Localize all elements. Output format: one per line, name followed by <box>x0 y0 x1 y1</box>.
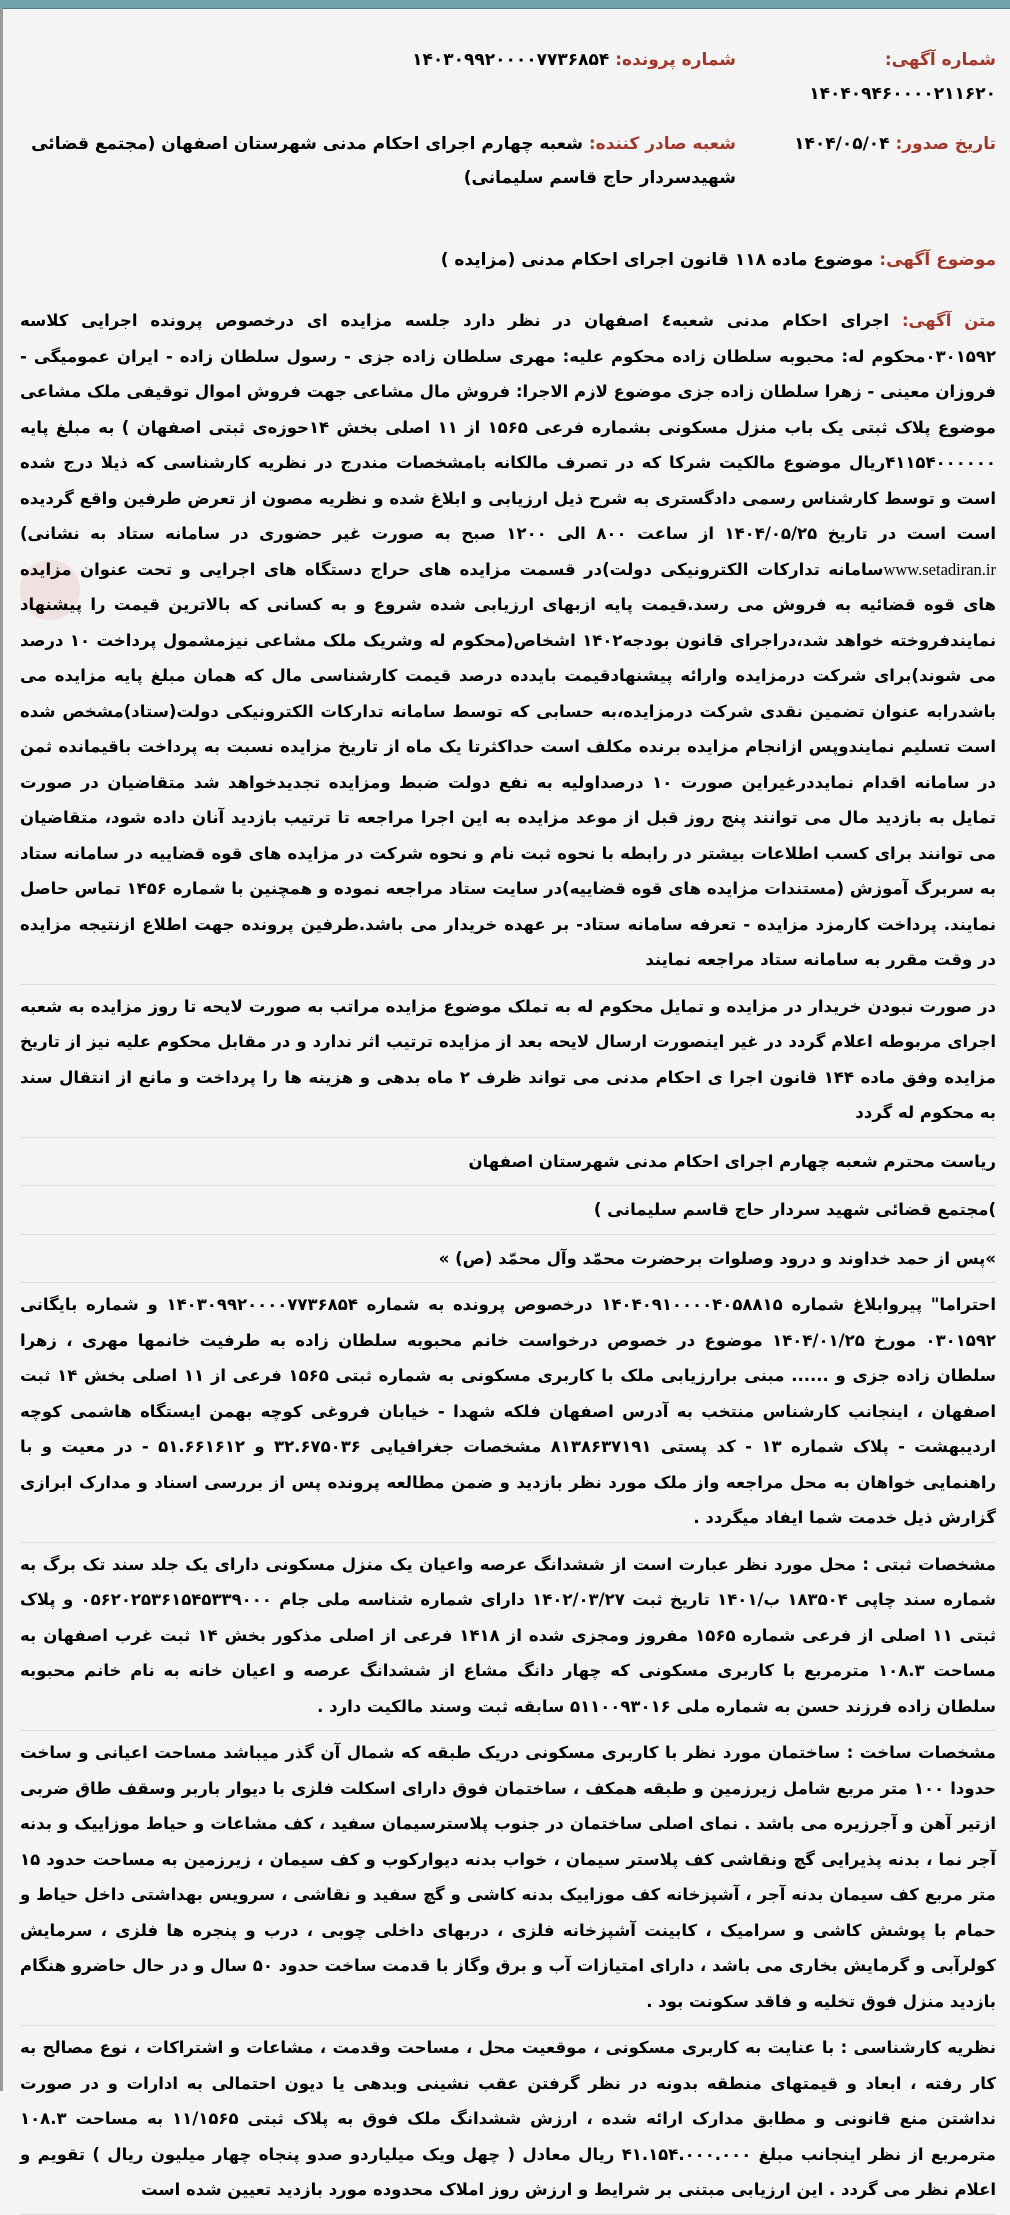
issuing-branch-value: شعبه چهارم اجرای احکام مدنی شهرستان اصفهان (مجتمع قضائی شهیدسردار حاج قاسم سلیمانی) <box>31 134 736 188</box>
addressee-line: ریاست محترم شعبه چهارم اجرای احکام مدنی شهرستان اصفهان <box>20 1138 996 1187</box>
setadiran-link[interactable]: www.setadiran.ir <box>883 559 996 579</box>
notice-number-label: شماره آگهی: <box>884 50 996 70</box>
body-text-part-1: اجرای احکام مدنی شعبه٤ اصفهان در نظر دارد جلسه مزایده ای درخصوص پرونده اجرایی کلاسه ۰۳۰۱۵۹۲محکوم له: محبوبه سلطان زاده محکوم علیه: مهری سلطان زاده جزی - رسول سلطان زاده - ایران عمومیگی - فروزان معینی - زهرا سلطان زاده جزی موضوع لازم الاجرا: فروش مال مشاعی جهت فروش اموال توقیفی ملک مشاعی موضوع پلاک ثبتی یک باب منزل مسکونی بشماره فرعی ۱۵۶۵ از ۱۱ اصلی بخش ۱۴حوزه‌ی ثبتی اصفهان ) به مبلغ پایه ۴۱۱۵۴۰۰۰۰۰۰ریال موضوع مالکیت شرکا که در تصرف مالکانه بامشخصات مندرج در نظریه کارشناسی که ذیلا درج شده است و توسط کارشناس رسمی دادگستری به شرح ذیل ارزیابی و ابلاغ شده و نظریه مصون از تعرض طرفین واقع گردیده است است در تاریخ ۱۴۰۴/۰۵/۲۵ از ساعت ۸۰۰ الی ۱۲۰۰ صبح به صورت غیر حضوری در سامانه ستاد به نشانی) <box>20 311 996 543</box>
body-label: متن آگهی: <box>901 311 997 330</box>
subject-value: موضوع ماده ۱۱۸ قانون اجرای احکام مدنی (مزایده ) <box>440 250 874 270</box>
case-number-field <box>20 43 736 111</box>
issue-date-field <box>736 127 996 195</box>
subject-field <box>20 243 996 277</box>
header-row-2 <box>20 127 996 195</box>
issuing-branch-field <box>20 127 736 195</box>
issue-date-value: ۱۴۰۴/۰۵/۰۴ <box>794 134 890 154</box>
notice-body-paragraph <box>20 299 996 985</box>
expert-opinion-paragraph: نظریه کارشناسی : با عنایت به کاربری مسکونی ، موقعیت محل ، مساحت وقدمت ، مشاعات و اشتراکات ، نوع مصالح به کار رفته ، ابعاد و قیمتهای منطقه بدونه در نظر گرفتن عقب نشینی وبدهی یا دیون احتمالی به ادارات و در صورت نداشتن منع قانونی و مطابق مدارک ارائه شده ، ارزش ششدانگ ملک فوق به پلاک ثبتی ۱۱/۱۵۶۵ به مساحت ۱۰۸.۳ مترمربع از نظر اینجانب مبلغ ۴۱.۱۵۴.۰۰۰.۰۰۰ ریال معادل ( چهل ویک میلیاردو صدو پنجاه چهار میلیون ریال ) تقویم و اعلام نظر می گردد . این ارزیابی مبتنی بر شرایط و ارزش روز املاک محدوده مورد بازدید تعیین شده است <box>20 2026 996 2215</box>
salutation-line: »پس از حمد خداوند و درود وصلوات برحضرت محمّد وآل محمّد (ص) » <box>20 1235 996 1284</box>
case-number-value: ۱۴۰۳۰۹۹۲۰۰۰۰۷۷۳۶۸۵۴ <box>412 50 610 70</box>
buyer-absence-paragraph: در صورت نبودن خریدار در مزایده و تمایل محکوم له به تملک موضوع مزایده مراتب به صورت لایحه تا روز مزایده به شعبه اجرای مربوطه اعلام گردد در غیر اینصورت ارسال لایحه بعد از مزایده ترتیب اثر ندارد و در مقابل محکوم علیه نیز از تاریخ مزایده وفق ماده ۱۴۴ قانون اجرا ی احکام مدنی می تواند ظرف ۲ ماه بدهی و هزینه ها را پرداخت و مانع از انتقال سند به محکوم له گردد <box>20 985 996 1138</box>
expert-intro-paragraph: احتراما" پیروابلاغ شماره ۱۴۰۴۰۹۱۰۰۰۰۴۰۵۸۸۱۵ درخصوص پرونده به شماره ۱۴۰۳۰۹۹۲۰۰۰۰۷۷۳۶۸۵۴ و شماره بایگانی ۰۳۰۱۵۹۲ مورخ ۱۴۰۴/۰۱/۲۵ موضوع در خصوص درخواست خانم محبوبه سلطان زاده به طرفیت خانمها مهری ، زهرا سلطان زاده جزی و ...... مبنی برارزیابی ملک با کاربری مسکونی به شماره ثبتی ۱۵۶۵ فرعی از ۱۱ اصلی بخش ۱۴ ثبت اصفهان ، اینجانب کارشناس منتخب به آدرس اصفهان فلکه شهدا - خیابان فروغی کوچه بهمن ایستگاه هاشمی کوچه اردیبهشت - پلاک شماره ۱۳ - کد پستی ۸۱۳۸۶۳۷۱۹۱ مشخصات جغرافیایی ۳۲.۶۷۵۰۳۶ و ۵۱.۶۶۱۶۱۲ - در معیت و با راهنمایی خواهان به محل مراجعه واز ملک مورد نظر بازدید و ضمن مطالعه پرونده پس از بررسی اسناد و مدارک ابرازی گزارش ذیل خدمت شما ایفاد میگردد . <box>20 1283 996 1543</box>
header-row-1 <box>20 43 996 111</box>
notice-number-value: ۱۴۰۴۰۹۴۶۰۰۰۰۲۱۱۶۲۰ <box>809 84 996 104</box>
notice-document <box>20 8 996 2215</box>
complex-line: )مجتمع قضائی شهید سردار حاج قاسم سلیمانی ) <box>20 1186 996 1235</box>
case-number-label: شماره پرونده: <box>615 50 736 70</box>
construction-specs-paragraph: مشخصات ساخت : ساختمان مورد نظر با کاربری مسکونی دریک طبقه که شمال آن گذر میباشد مساحت اعیانی و ساخت حدودا ۱۰۰ متر مربع شامل زیرزمین و طبقه همکف ، ساختمان فوق دارای اسکلت فلزی با دیوار باربر وسقف طاق ضربی ازتیر آهن و آجرزیره می باشد . نمای اصلی ساختمان در جنوب پلاسترسیمان سفید ، کف مشاعات و حیاط موزاییک و بدنه آجر نما ، بدنه پذیرایی گچ ونقاشی کف پلاستر سیمان ، خواب بدنه دیوارکوب و کف سیمان ، زیرزمین به مساحت حدود ۱۵ متر مربع کف سیمان بدنه آجر ، آشپزخانه کف موزاییک بدنه کاشی و گچ سفید و نقاشی ، سرویس بهداشتی داخل حیاط و حمام با پوشش کاشی و سرامیک ، کابینت آشپزخانه فلزی ، دربهای داخلی چوبی ، درب و پنجره ها فلزی ، سرمایش کولرآبی و گرمایش بخاری می باشد ، دارای امتیازات آب و برق وگاز با قدمت ساخت حدود ۵۰ سال و در حال حاضرو هنگام بازدید منزل فوق تخلیه و فاقد سکونت بود . <box>20 1731 996 2026</box>
notice-number-field <box>736 43 996 111</box>
issuing-branch-label: شعبه صادر کننده: <box>588 134 736 154</box>
issue-date-label: تاریخ صدور: <box>895 134 996 154</box>
subject-label: موضوع آگهی: <box>879 250 996 270</box>
body-text-part-2: سامانه تدارکات الکترونیکی دولت)در قسمت مزایده های حراج دستگاه های اجرایی و تحت عنوان مزایده های قوه قضائیه به فروش می رسد.قیمت پایه ازبهای ارزیابی شده شروع و به کسانی که بالاترین قیمت را پیشنهاد نمایندفروخته خواهد شد،دراجرای قانون بودجه۱۴۰۲ اشخاص(محکوم له وشریک ملک مشاعی نیزمشمول پرداخت ۱۰ درصد می شوند)برای شرکت درمزایده وارائه پیشنهادقیمت بایدده درصد قیمت کارشناسی مال که همان مبلغ پایه مزایده می باشدرابه عنوان تضمین نقدی شرکت درمزایده،به حسابی که توسط سامانه تدارکات الکترونیکی دولت(ستاد)مشخص شده است تسلیم نمایندوپس ازانجام مزایده برنده مکلف است حداکثرتا یک ماه از تاریخ مزایده نسبت به پرداخت باقیمانده ثمن در سامانه اقدام نمایددرغیراین صورت ۱۰ درصداولیه به نفع دولت ضبط ومزایده تجدیدخواهد شد متقاضیان در صورت تمایل به بازدید مال می توانند پنج روز قبل از موعد مزایده به این اجرا مراجعه تا ترتیب بازدید آنان داده شود، متقاضیان می توانند برای کسب اطلاعات بیشتر در رابطه با نحوه ثبت نام و نحوه شرکت در مزایده های قوه قضاییه در سامانه ستاد به سربرگ آموزش (مستندات مزایده های قوه قضاییه)در سایت ستاد مراجعه نموده و همچنین با شماره ۱۴۵۶ تماس حاصل نمایند. پرداخت کارمزد مزایده - تعرفه سامانه ستاد- بر عهده خریدار می باشد.طرفین پرونده جهت اطلاع ازنتیجه مزایده در وقت مقرر به سامانه ستاد مراجعه نمایند <box>20 559 997 969</box>
left-border <box>0 8 3 2091</box>
registration-specs-paragraph: مشخصات ثبتی : محل مورد نظر عبارت است از ششدانگ عرصه واعیان یک منزل مسکونی دارای یک جلد سند تک برگ به شماره سند چاپی ۱۸۳۵۰۴ ب/۱۴۰۱ تاریخ ثبت ۱۴۰۲/۰۳/۲۷ دارای شماره شناسه ملی جام ۰۵۶۲۰۲۵۳۶۱۵۴۵۳۳۹۰۰۰ و پلاک ثبتی ۱۱ اصلی از فرعی شماره ۱۵۶۵ مفروز ومجزی شده از ۱۴۱۸ فرعی از اصلی مذکور بخش ۱۴ ثبت غرب اصفهان به مساحت ۱۰۸.۳ مترمربع با کاربری مسکونی که چهار دانگ مشاع از ششدانگ عرصه و اعیان خانه به نام خانم محبوبه سلطان زاده فرزند حسن به شماره ملی ۵۱۱۰۰۹۳۰۱۶ سابقه ثبت وسند مالکیت دارد . <box>20 1543 996 1732</box>
